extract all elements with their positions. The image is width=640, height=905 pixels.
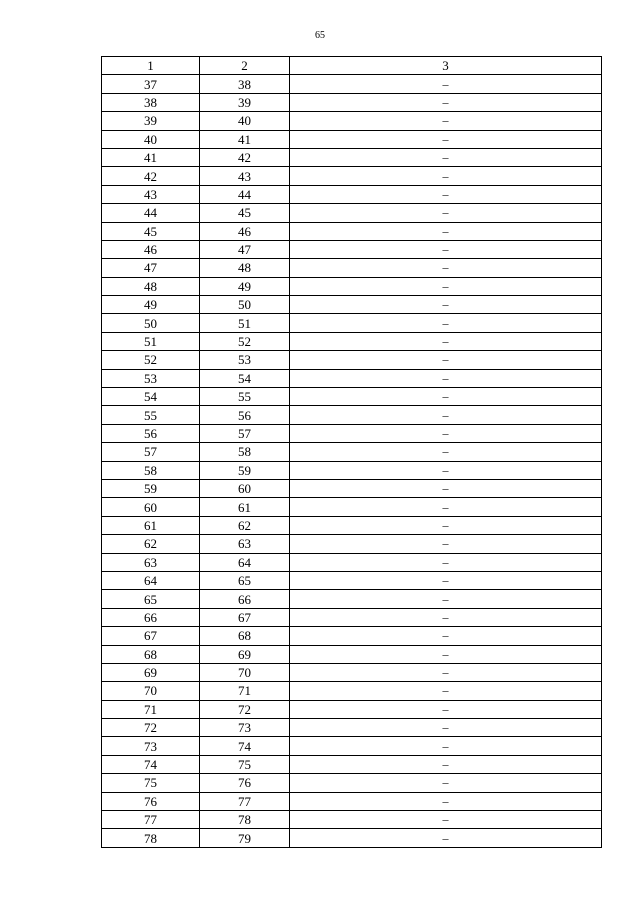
table-cell-col3: – — [290, 406, 602, 424]
table-cell-col2: 45 — [200, 204, 290, 222]
table-cell-col3: – — [290, 130, 602, 148]
table-row — [102, 240, 602, 258]
table-cell-col2: 63 — [200, 535, 290, 553]
table-cell-col3: – — [290, 774, 602, 792]
table-cell-col3: – — [290, 829, 602, 847]
table-cell-col3: – — [290, 792, 602, 810]
table-cell-col2: 43 — [200, 167, 290, 185]
table-cell-col3: – — [290, 259, 602, 277]
page-number: 65 — [315, 30, 325, 41]
table-cell-col2: 39 — [200, 93, 290, 111]
table-row — [102, 369, 602, 387]
table-cell-col1: 48 — [102, 277, 200, 295]
table-cell-col2: 79 — [200, 829, 290, 847]
table-cell-col1: 46 — [102, 240, 200, 258]
table-cell-col2: 75 — [200, 755, 290, 773]
table-row — [102, 553, 602, 571]
table-row — [102, 719, 602, 737]
table-row — [102, 388, 602, 406]
table-row — [102, 516, 602, 534]
table-cell-col1: 66 — [102, 608, 200, 626]
data-table — [101, 56, 602, 848]
table-cell-col3: – — [290, 461, 602, 479]
header-cell-3: 3 — [290, 57, 602, 75]
table-cell-col2: 50 — [200, 296, 290, 314]
table-cell-col3: – — [290, 663, 602, 681]
table-cell-col1: 56 — [102, 424, 200, 442]
table-cell-col2: 72 — [200, 700, 290, 718]
table-row — [102, 204, 602, 222]
table-row — [102, 277, 602, 295]
table-cell-col1: 40 — [102, 130, 200, 148]
table-row — [102, 93, 602, 111]
table-cell-col3: – — [290, 608, 602, 626]
table-cell-col3: – — [290, 332, 602, 350]
table-cell-col2: 62 — [200, 516, 290, 534]
table-cell-col2: 51 — [200, 314, 290, 332]
table-cell-col3: – — [290, 369, 602, 387]
table-cell-col1: 78 — [102, 829, 200, 847]
table-cell-col1: 59 — [102, 479, 200, 497]
table-cell-col2: 68 — [200, 627, 290, 645]
table-row — [102, 792, 602, 810]
table-row — [102, 75, 602, 93]
table-cell-col1: 68 — [102, 645, 200, 663]
table-cell-col3: – — [290, 479, 602, 497]
table-row — [102, 608, 602, 626]
table-cell-col1: 71 — [102, 700, 200, 718]
table-row — [102, 259, 602, 277]
table-cell-col3: – — [290, 75, 602, 93]
table-cell-col3: – — [290, 148, 602, 166]
table-cell-col2: 60 — [200, 479, 290, 497]
table-cell-col1: 77 — [102, 811, 200, 829]
table-cell-col1: 51 — [102, 332, 200, 350]
table-row — [102, 130, 602, 148]
table-cell-col3: – — [290, 443, 602, 461]
table-cell-col1: 52 — [102, 351, 200, 369]
header-cell-2: 2 — [200, 57, 290, 75]
header-cell-1: 1 — [102, 57, 200, 75]
table-cell-col2: 61 — [200, 498, 290, 516]
table-row — [102, 314, 602, 332]
table-cell-col1: 45 — [102, 222, 200, 240]
table-cell-col3: – — [290, 498, 602, 516]
table-cell-col2: 78 — [200, 811, 290, 829]
table-cell-col3: – — [290, 277, 602, 295]
table-cell-col3: – — [290, 296, 602, 314]
table-cell-col2: 70 — [200, 663, 290, 681]
table-cell-col3: – — [290, 811, 602, 829]
table-cell-col2: 47 — [200, 240, 290, 258]
table-cell-col1: 73 — [102, 737, 200, 755]
table-row — [102, 755, 602, 773]
table-cell-col1: 60 — [102, 498, 200, 516]
table-cell-col1: 53 — [102, 369, 200, 387]
table-cell-col1: 74 — [102, 755, 200, 773]
table-cell-col3: – — [290, 719, 602, 737]
table-cell-col1: 42 — [102, 167, 200, 185]
table-cell-col2: 41 — [200, 130, 290, 148]
table-cell-col3: – — [290, 516, 602, 534]
table-cell-col3: – — [290, 553, 602, 571]
table-cell-col3: – — [290, 700, 602, 718]
table-row — [102, 590, 602, 608]
table-row — [102, 811, 602, 829]
table-row — [102, 406, 602, 424]
table-cell-col1: 39 — [102, 112, 200, 130]
table-cell-col1: 64 — [102, 571, 200, 589]
table-row — [102, 185, 602, 203]
table-row — [102, 571, 602, 589]
table-cell-col1: 70 — [102, 682, 200, 700]
table-cell-col2: 42 — [200, 148, 290, 166]
table-row — [102, 829, 602, 847]
table-row — [102, 443, 602, 461]
table-cell-col3: – — [290, 388, 602, 406]
table-cell-col3: – — [290, 167, 602, 185]
table-cell-col2: 67 — [200, 608, 290, 626]
table-cell-col3: – — [290, 314, 602, 332]
table-cell-col1: 44 — [102, 204, 200, 222]
table-cell-col1: 65 — [102, 590, 200, 608]
table-cell-col3: – — [290, 755, 602, 773]
table-cell-col2: 66 — [200, 590, 290, 608]
table-cell-col2: 56 — [200, 406, 290, 424]
table-cell-col3: – — [290, 112, 602, 130]
table-cell-col2: 74 — [200, 737, 290, 755]
table-cell-col1: 62 — [102, 535, 200, 553]
header-row — [102, 57, 602, 75]
table-cell-col3: – — [290, 351, 602, 369]
table-cell-col1: 75 — [102, 774, 200, 792]
table-cell-col3: – — [290, 93, 602, 111]
table-row — [102, 479, 602, 497]
table-cell-col3: – — [290, 627, 602, 645]
table-cell-col3: – — [290, 645, 602, 663]
table-cell-col1: 37 — [102, 75, 200, 93]
table-cell-col2: 64 — [200, 553, 290, 571]
table-cell-col3: – — [290, 682, 602, 700]
table-row — [102, 296, 602, 314]
table-row — [102, 112, 602, 130]
table-cell-col3: – — [290, 240, 602, 258]
table-cell-col1: 69 — [102, 663, 200, 681]
table-cell-col1: 63 — [102, 553, 200, 571]
table-row — [102, 700, 602, 718]
table-cell-col1: 47 — [102, 259, 200, 277]
table-row — [102, 424, 602, 442]
table-cell-col3: – — [290, 737, 602, 755]
table-row — [102, 682, 602, 700]
table-cell-col1: 43 — [102, 185, 200, 203]
table-cell-col2: 54 — [200, 369, 290, 387]
table-cell-col2: 71 — [200, 682, 290, 700]
table-cell-col1: 57 — [102, 443, 200, 461]
table-cell-col1: 50 — [102, 314, 200, 332]
table-cell-col2: 57 — [200, 424, 290, 442]
table-cell-col1: 72 — [102, 719, 200, 737]
table-cell-col3: – — [290, 424, 602, 442]
table-cell-col3: – — [290, 571, 602, 589]
table-body — [102, 75, 602, 847]
table-cell-col2: 53 — [200, 351, 290, 369]
table-row — [102, 737, 602, 755]
table-cell-col1: 54 — [102, 388, 200, 406]
table-cell-col3: – — [290, 590, 602, 608]
table-cell-col3: – — [290, 204, 602, 222]
table-cell-col2: 65 — [200, 571, 290, 589]
table-cell-col2: 58 — [200, 443, 290, 461]
table-row — [102, 222, 602, 240]
table-cell-col1: 58 — [102, 461, 200, 479]
table-cell-col3: – — [290, 185, 602, 203]
table-cell-col1: 49 — [102, 296, 200, 314]
table-row — [102, 332, 602, 350]
table-cell-col2: 48 — [200, 259, 290, 277]
table-cell-col2: 59 — [200, 461, 290, 479]
table-row — [102, 663, 602, 681]
table-cell-col3: – — [290, 222, 602, 240]
table-row — [102, 167, 602, 185]
table-row — [102, 351, 602, 369]
table-cell-col2: 69 — [200, 645, 290, 663]
table-cell-col2: 46 — [200, 222, 290, 240]
table-row — [102, 498, 602, 516]
table-cell-col1: 55 — [102, 406, 200, 424]
table-cell-col1: 41 — [102, 148, 200, 166]
table-row — [102, 461, 602, 479]
table-cell-col2: 55 — [200, 388, 290, 406]
table-cell-col2: 49 — [200, 277, 290, 295]
table-cell-col2: 40 — [200, 112, 290, 130]
table-cell-col1: 61 — [102, 516, 200, 534]
table-cell-col2: 76 — [200, 774, 290, 792]
table-cell-col3: – — [290, 535, 602, 553]
table-cell-col1: 67 — [102, 627, 200, 645]
table-row — [102, 535, 602, 553]
table-cell-col2: 73 — [200, 719, 290, 737]
table-row — [102, 148, 602, 166]
table-cell-col2: 52 — [200, 332, 290, 350]
table-cell-col2: 77 — [200, 792, 290, 810]
table-cell-col2: 38 — [200, 75, 290, 93]
table-cell-col2: 44 — [200, 185, 290, 203]
table-row — [102, 627, 602, 645]
table-row — [102, 645, 602, 663]
table-cell-col1: 76 — [102, 792, 200, 810]
table-header — [102, 57, 602, 75]
table-row — [102, 774, 602, 792]
table-cell-col1: 38 — [102, 93, 200, 111]
